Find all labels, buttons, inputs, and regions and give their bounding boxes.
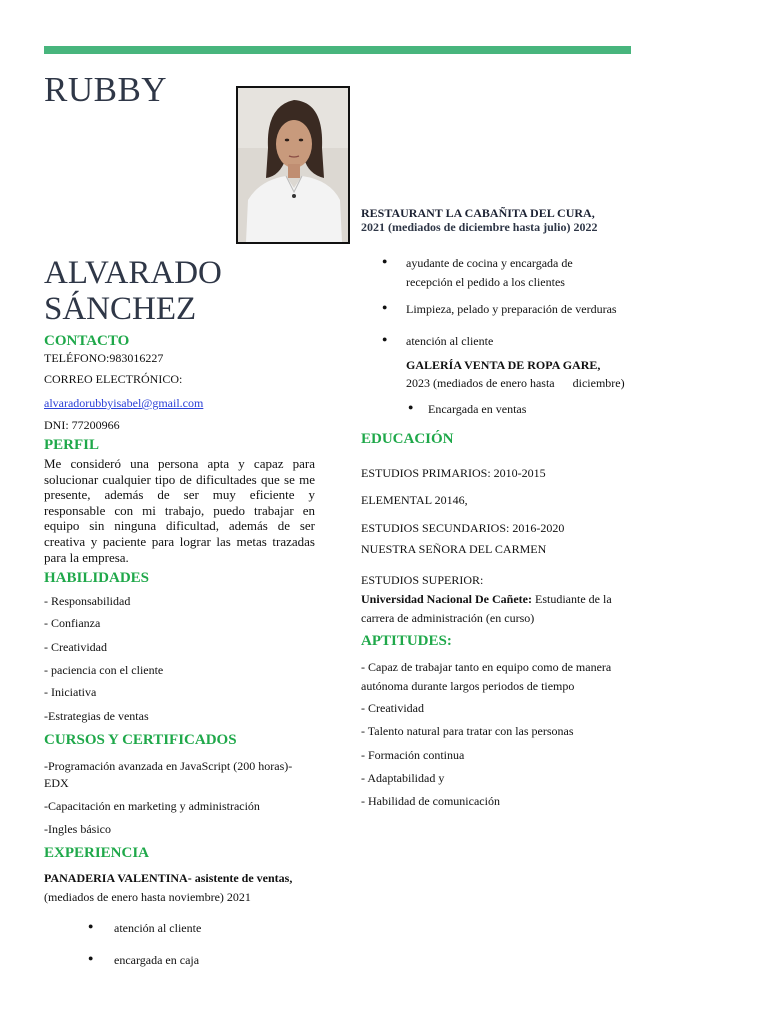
education-primary: ESTUDIOS PRIMARIOS: 2010-2015: [361, 466, 546, 480]
education-university-name: Universidad Nacional De Cañete:: [361, 592, 532, 606]
job-2-bullet-2-text: Limpieza, pelado y preparación de verduras: [406, 302, 617, 316]
aptitude-item: - Habilidad de comunicación: [361, 794, 500, 808]
last-name-line-1: ALVARADO: [44, 255, 222, 291]
job-1-title-text: PANADERIA VALENTINA- asistente de ventas,: [44, 871, 293, 885]
skill-item: - Creatividad: [44, 640, 107, 654]
profile-photo-image: [238, 88, 348, 242]
education-secondary-school: NUESTRA SEÑORA DEL CARMEN: [361, 542, 547, 556]
skill-item: - Confianza: [44, 616, 101, 630]
courses-heading: CURSOS Y CERTIFICADOS: [44, 732, 237, 748]
contact-dni: DNI: 77200966: [44, 418, 120, 432]
job-2-dates: [361, 220, 597, 234]
job-1-title: [44, 871, 292, 885]
job-3-dates: 2023 (mediados de enero hasta diciembre): [406, 376, 625, 390]
job-3-title: [406, 358, 600, 372]
top-accent-bar: [44, 46, 631, 54]
aptitude-item: - Adaptabilidad y: [361, 771, 445, 785]
aptitudes-heading: APTITUDES:: [361, 633, 452, 649]
contact-phone: TELÉFONO:983016227: [44, 351, 164, 365]
skill-item: - Responsabilidad: [44, 594, 131, 608]
bullet-icon: ●: [88, 921, 94, 931]
aptitude-item-1-line-2: autónoma durante largos periodos de tiempo: [361, 679, 575, 693]
job-1-dates: (mediados de enero hasta noviembre) 2021: [44, 890, 251, 904]
job-1-bullet-2-text: encargada en caja: [114, 953, 200, 967]
education-university: [361, 592, 612, 606]
education-heading: EDUCACIÓN: [361, 431, 454, 447]
course-item-1-line-2: EDX: [44, 776, 69, 790]
last-name-line-2: SÁNCHEZ: [44, 291, 197, 327]
job-2-bullet-1-line-2: recepción el pedido a los clientes: [406, 275, 565, 289]
aptitude-item: - Talento natural para tratar con las personas: [361, 724, 574, 738]
bullet-icon: ●: [382, 256, 388, 266]
profile-heading: PERFIL: [44, 437, 100, 453]
profile-photo: [236, 86, 350, 244]
course-item-1-line-1: -Programación avanzada en JavaScript (200 horas)-: [44, 759, 293, 773]
skill-item: -Estrategias de ventas: [44, 709, 149, 723]
job-3-bullet-1-text: Encargada en ventas: [428, 402, 527, 416]
experience-heading: EXPERIENCIA: [44, 845, 150, 861]
education-elemental: ELEMENTAL 20146,: [361, 493, 468, 507]
contact-email-label: CORREO ELECTRÓNICO:: [44, 372, 183, 386]
job-3-title-text: GALERÍA VENTA DE ROPA GARE,: [406, 358, 601, 372]
course-item-2: -Capacitación en marketing y administración: [44, 799, 260, 813]
aptitude-item: - Formación continua: [361, 748, 465, 762]
skills-heading: HABILIDADES: [44, 570, 150, 586]
job-2-dates-text: 2021 (mediados de diciembre hasta julio) 2022: [361, 220, 598, 234]
job-2-title-text: RESTAURANT LA CABAÑITA DEL CURA,: [361, 206, 595, 220]
bullet-icon: ●: [88, 953, 94, 963]
job-2-title: [361, 206, 595, 220]
education-university-desc: Estudiante de la: [532, 592, 612, 606]
job-2-bullet-3-text: atención al cliente: [406, 334, 494, 348]
job-2-bullet-1-line-1: ayudante de cocina y encargada de: [406, 256, 573, 270]
job-1-bullet-1-text: atención al cliente: [114, 921, 202, 935]
profile-text: Me consideró una persona apta y capaz para solucionar cualquier tipo de dificultades que se me presente, además de ser muy eficiente y responsable con mi trabajo, puedo trabajar en equipo sin ninguna dificultad, además de ser creativa y paciente para lograr las metas trazadas para la empresa.: [44, 456, 315, 565]
bullet-icon: ●: [382, 302, 388, 312]
last-name: [44, 255, 222, 327]
skill-item: - Iniciativa: [44, 685, 97, 699]
education-secondary: ESTUDIOS SECUNDARIOS: 2016-2020: [361, 521, 565, 535]
contact-email-link[interactable]: alvaradorubbyisabel@gmail.com: [44, 396, 204, 410]
education-higher-label: ESTUDIOS SUPERIOR:: [361, 573, 484, 587]
course-item-3: -Ingles básico: [44, 822, 111, 836]
first-name: RUBBY: [44, 70, 168, 109]
education-university-desc-2: carrera de administración (en curso): [361, 611, 535, 625]
skill-item: - paciencia con el cliente: [44, 663, 164, 677]
contact-heading: CONTACTO: [44, 333, 130, 349]
bullet-icon: ●: [382, 334, 388, 344]
aptitude-item-1-line-1: - Capaz de trabajar tanto en equipo como de manera: [361, 660, 612, 674]
aptitude-item: - Creatividad: [361, 701, 424, 715]
bullet-icon: ●: [408, 402, 414, 412]
